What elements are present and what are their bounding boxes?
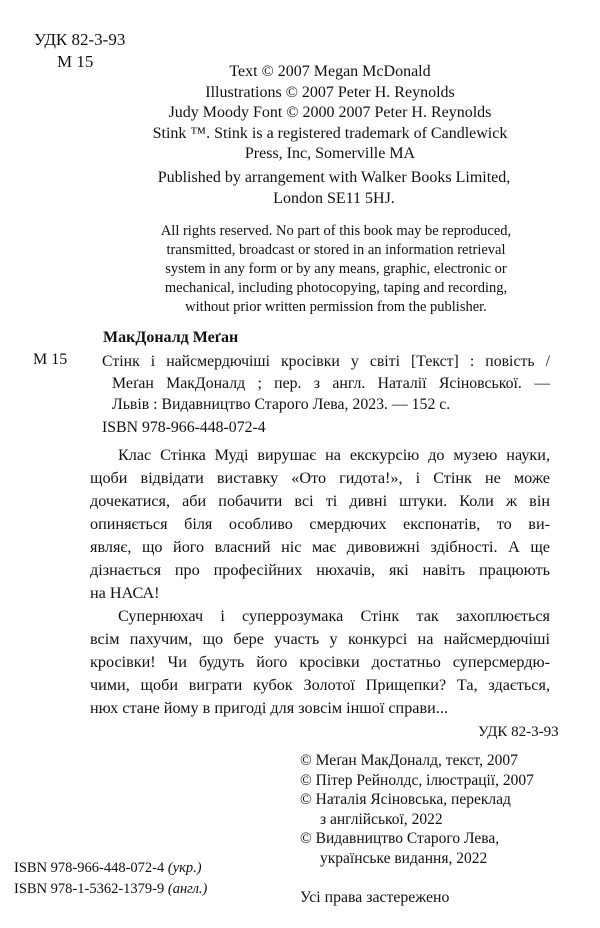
copyright-list xyxy=(300,751,550,868)
catalog-author: МакДоналд Меґан xyxy=(103,329,239,346)
copyright-line: © Наталія Ясіновська, переклад xyxy=(300,791,511,808)
isbn-number: ISBN 978-966-448-072-4 xyxy=(14,860,165,876)
udk-code-top: УДК 82-3-93 xyxy=(34,30,126,49)
english-credits xyxy=(110,62,550,165)
credit-line: Text © 2007 Megan McDonald xyxy=(229,63,431,80)
rights-line: mechanical, including photocopying, taping and recording, xyxy=(164,280,508,296)
copyright-line: © Видавництво Старого Лева, xyxy=(300,830,500,847)
rights-line: system in any form or by any means, graphic, electronic or xyxy=(165,261,507,277)
credit-line: Judy Moody Font © 2000 2007 Peter H. Reynolds xyxy=(168,104,492,121)
annotation-line: Клас Стінка Муді вирушає на екскурсію до музею науки, xyxy=(118,446,550,464)
copyright-line: © Пітер Рейнолдс, ілюстрації, 2007 xyxy=(300,771,534,789)
credit-line: Stink ™. Stink is a registered trademark of Candlewick xyxy=(152,124,508,142)
isbn-number: ISBN 978-1-5362-1379-9 xyxy=(14,880,165,897)
rights-line: All rights reserved. No part of this book may be reproduced, xyxy=(160,223,512,239)
catalog-line: Стінк і найсмердючіші кросівки у світі [Текст] : повість / xyxy=(102,353,550,370)
rights-line: without prior written permission from the publisher. xyxy=(185,299,487,315)
annotation-line: чими, щоби виграти кубок Золотої Прищепки? Та, здається, xyxy=(90,676,550,694)
copyright-line: з англійської, 2022 xyxy=(320,810,443,828)
annotation-line: на НАСА! xyxy=(90,584,160,602)
annotation-line: кросівки! Чи будуть його кросівки достатньо суперсмердю- xyxy=(90,653,550,671)
catalog-line: Меґан МакДоналд ; пер. з англ. Наталії Ясіновської. — xyxy=(112,374,550,392)
udk-code-bottom: УДК 82-3-93 xyxy=(478,724,559,740)
catalog-author-sign: М 15 xyxy=(33,351,68,368)
isbn-list xyxy=(14,858,207,899)
published-line: Published by arrangement with Walker Books Limited, xyxy=(157,169,511,186)
isbn-english xyxy=(14,879,207,900)
published-line: London SE11 5HJ. xyxy=(273,190,395,207)
annotation-line: дочекатися, аби побачити всі ті дивні штуки. Коли ж він xyxy=(90,492,550,510)
annotation-line: нюх стане йому в пригоді для зовсім іншої справи... xyxy=(90,699,448,717)
isbn-ukrainian xyxy=(14,858,207,879)
rights-line: transmitted, broadcast or stored in an information retrieval xyxy=(166,242,506,258)
copyright-item xyxy=(300,790,550,829)
catalog-line: Львів : Видавництво Старого Лева, 2023. — 152 с. xyxy=(112,396,451,413)
publication-arrangement xyxy=(118,167,550,209)
copyright-item xyxy=(300,771,550,791)
annotation-line: Супернюхач і суперрозумака Стінк так захоплюється xyxy=(118,607,550,625)
isbn-note: (укр.) xyxy=(167,860,202,876)
annotation-line: дізнається про професійних нюхачів, які навіть працюють xyxy=(90,561,550,579)
all-rights-reserved: Усі права застережено xyxy=(300,889,450,906)
credit-line: Press, Inc, Somerville MA xyxy=(244,145,416,162)
annotation-line: являє, що його власний ніс має дивовижні здібності. А ще xyxy=(90,538,550,556)
annotation-line: щоби відвідати виставку «Ото гидота!», і Стінк не може xyxy=(90,469,550,487)
isbn-note: (англ.) xyxy=(167,880,208,897)
book-annotation xyxy=(90,444,550,720)
credit-line: Illustrations © 2007 Peter H. Reynolds xyxy=(205,83,455,101)
copyright-item xyxy=(300,829,550,868)
copyright-item xyxy=(300,751,550,771)
copyright-line: українське видання, 2022 xyxy=(320,849,488,867)
catalog-record xyxy=(102,351,550,416)
author-sign-top: М 15 xyxy=(57,52,94,71)
annotation-line: всім пахучим, що бере участь у конкурсі на найсмердючіші xyxy=(90,630,550,648)
annotation-line: опиняється біля особливо смердючих експонатів, то ви- xyxy=(90,515,550,533)
copyright-line: © Меґан МакДоналд, текст, 2007 xyxy=(300,752,518,769)
rights-notice xyxy=(122,222,550,317)
catalog-isbn: ISBN 978-966-448-072-4 xyxy=(102,419,266,436)
